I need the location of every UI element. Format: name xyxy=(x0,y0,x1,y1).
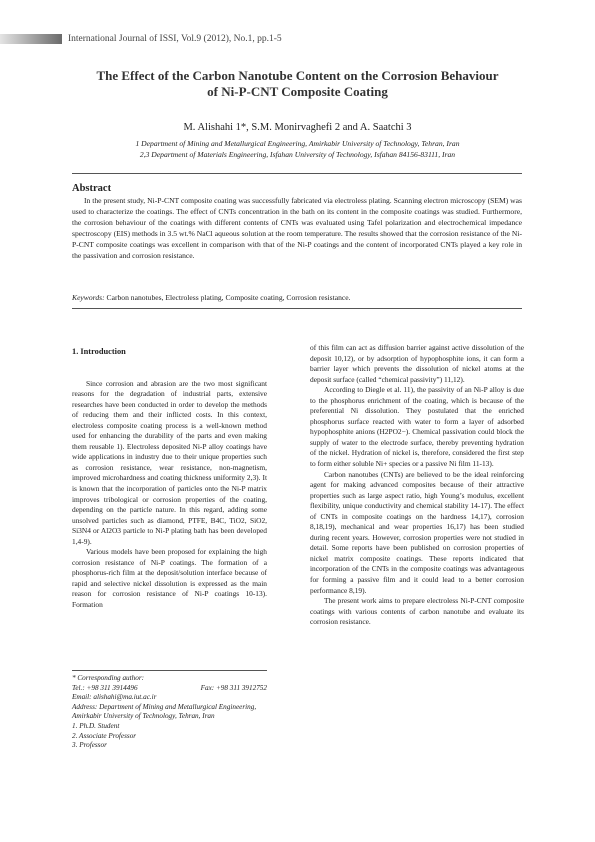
contact-row xyxy=(72,684,267,694)
intro-paragraph: Various models have been proposed for explaining the high corrosion resistance of Ni-P coatings. The formation of a phosphorus-rich film at the deposit/solution interface because of rapid and selective nickel dissolution is expressed as the main reason for corrosion resistance of Ni-P coatings 10-13). Formation xyxy=(72,547,267,610)
affiliation-1: 1 Department of Mining and Metallurgical Engineering, Amirkabir University of Technology, Tehran, Iran xyxy=(135,139,460,148)
intro-paragraph: Carbon nanotubes (CNTs) are believed to be the ideal reinforcing agent for making advanced composites because of their attractive properties such as large aspect ratio, high Young’s modulus, excellent flexibility, unique conductivity and chemical stability 14-17). The effect of CNTs in composite coatings on the hardness 14,17), corrosion 8,18,19), mechanical and wear properties 16,17) has been studied during recent years. However, corrosion properties were not studied in detail. Some reports have been published on corrosion properties of nickel matrix composite coatings. These reports indicated that incorporation of the CNTs in the composite coatings was advantageous for forming a passive film and it could lead to a better corrosion performance 8,19). xyxy=(310,469,524,595)
title-line-1: The Effect of the Carbon Nanotube Content on the Corrosion Behaviour xyxy=(96,68,499,83)
fax: Fax: +98 311 3912752 xyxy=(200,683,267,692)
journal-header: International Journal of ISSI, Vol.9 (2012), No.1, pp.1-5 xyxy=(68,34,282,44)
authors: M. Alishahi 1*, S.M. Monirvaghefi 2 and A. Saatchi 3 xyxy=(183,122,412,133)
address: Address: Department of Mining and Metallurgical Engineering, Amirkabir University of Technology, Tehran, Iran xyxy=(72,702,257,721)
paper-title xyxy=(60,68,535,100)
intro-paragraph: The present work aims to prepare electroless Ni-P-CNT composite coatings with various contents of carbon nanotube and evaluate its corrosion resistance. xyxy=(310,596,524,627)
author-role-3: 3. Professor xyxy=(72,741,107,750)
author-role-1: 1. Ph.D. Student xyxy=(72,721,120,730)
intro-paragraph: According to Diegle et al. 11), the passivity of an Ni-P alloy is due to the phosphorus enrichment of the coating, which is because of the preferential Ni dissolution. They postulated that the enriched phosphorus surface reacted with water to form a layer of adsorbed hypophosphite anions (H2PO2−). Chemical passivation could block the supply of water to the electrode surface, thereby preventing hydration of the nickel. Hydration of nickel is, therefore, considered the first step to form either soluble Ni+ species or a passive Ni film 11-13). xyxy=(310,385,524,469)
corresponding-author: * Corresponding author: xyxy=(72,674,145,682)
telephone: Tel.: +98 311 3914496 xyxy=(72,683,138,692)
intro-heading: 1. Introduction xyxy=(72,347,126,356)
email: Email: alishahi@ma.iut.ac.ir xyxy=(72,693,157,702)
keywords xyxy=(72,293,522,302)
keywords-text: Carbon nanotubes, Electroless plating, Composite coating, Corrosion resistance. xyxy=(106,293,351,302)
author-role-2: 2. Associate Professor xyxy=(72,731,137,740)
abstract-heading: Abstract xyxy=(72,183,112,194)
right-column xyxy=(310,343,524,628)
header-gradient-bar xyxy=(0,34,62,44)
keywords-label: Keywords: xyxy=(72,293,105,302)
divider-bottom xyxy=(72,308,522,309)
affiliation-2: 2,3 Department of Materials Engineering, Isfahan University of Technology, Isfahan 84156-83111, Iran xyxy=(139,150,456,159)
footnotes xyxy=(72,670,267,751)
abstract-text: In the present study, Ni-P-CNT composite coating was successfully fabricated via electroless plating. Scanning electron microscopy (SEM) was used to characterize the coatings. The effect of CNTs concentration in the bath on its content in the composite coatings was studied. Furthermore, the corrosion behaviour of the coatings with different contents of CNTs was evaluated using Tafel polarization and electrochemical impedance spectroscopy (EIS) methods in 3.5 wt.% NaCl aqueous solution at the room temperature. The results showed that the corrosion resistance of the Ni-P-CNT composite coatings was excellent in comparison with that of the Ni-P coatings and the content of incorporated CNTs played a key role in the passivation and corrosion resistance. xyxy=(72,196,522,260)
intro-paragraph: of this film can act as diffusion barrier against active dissolution of the deposit 10,12), or by adsorption of hypophosphite ions, it can form a barrier layer which prevents the dissolution of nickel atoms at the deposit surface (called “chemical passivity”) 11,12). xyxy=(310,343,524,384)
title-line-2: of Ni-P-CNT Composite Coating xyxy=(207,84,388,99)
divider-top xyxy=(72,173,522,174)
left-column xyxy=(72,343,267,611)
intro-paragraph: Since corrosion and abrasion are the two most significant reasons for the degradation of industrial parts, extensive researches have been conducted in order to develop the methods of reducing them and their inflicted costs. In this context, electroless composite coating process is a well-known method used for enhancing the durability of the parts and even making them reusable 1). Electroless deposited Ni-P alloy coatings have wide applications in industry due to their unique properties such as corrosion resistance, wear resistance, non-magnetism, improved microhardness and coating thickness uniformity 2,3). It is known that the incorporation of particles onto the Ni-P matrix improves tribological or corrosion properties of the coating, depending on the particle nature. In this regard, adding some unsolved particles such as diamond, PTFE, B4C, TiO2, SiO2, Si3N4 or Al2O3 particle to Ni-P plating bath has been developed 1,4-9). xyxy=(72,378,267,546)
